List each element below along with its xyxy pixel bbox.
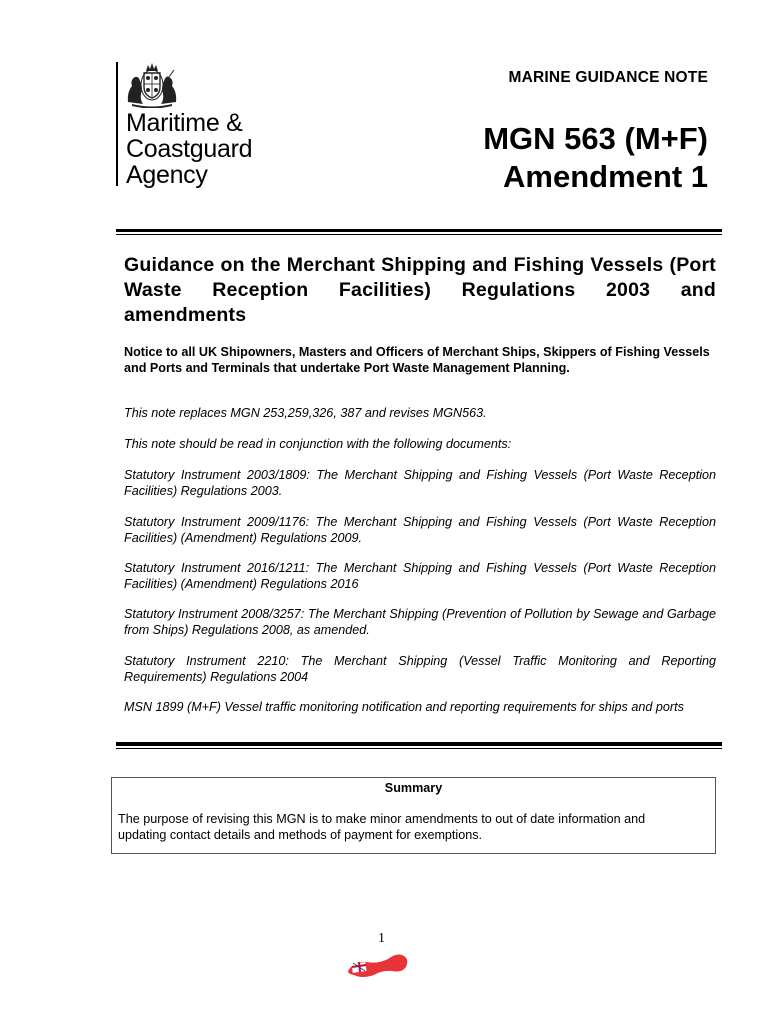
page-number: 1 [378,931,385,946]
replaces-note: This note replaces MGN 253,259,326, 387 and revises MGN563. [124,406,487,420]
related-document-item: Statutory Instrument 2210: The Merchant Shipping (Vessel Traffic Monitoring and Reporting Requirements) Regulations 2004 [124,654,716,684]
organisation-name [126,110,296,188]
related-document-item: MSN 1899 (M+F) Vessel traffic monitoring notification and reporting requirements for ships and ports [124,700,684,714]
coat-of-arms-icon [124,62,180,108]
logo-divider [116,62,118,186]
amendment-label: Amendment 1 [503,159,708,194]
document-type-label: MARINE GUIDANCE NOTE [508,69,708,86]
organisation-name-line: Maritime & [126,109,243,137]
header-divider [116,229,722,235]
mca-logo [116,62,286,192]
notice-recipients: Notice to all UK Shipowners, Masters and Officers of Merchant Ships, Skippers of Fishing Vessels and Ports and Terminals that undertake Port Waste Management Planning. [124,345,710,375]
body-divider [116,742,722,749]
organisation-name-line: Coastguard [126,135,253,163]
red-ensign-flag-icon [344,949,414,979]
document-number-title [483,120,708,196]
related-documents-intro: This note should be read in conjunction with the following documents: [124,437,512,451]
related-document-item: Statutory Instrument 2016/1211: The Merchant Shipping and Fishing Vessels (Port Waste Reception Facilities) (Amendment) Regulations 2016 [124,561,716,591]
related-document-item: Statutory Instrument 2003/1809: The Merchant Shipping and Fishing Vessels (Port Waste Reception Facilities) Regulations 2003. [124,468,716,498]
summary-box [111,777,716,854]
summary-heading: Summary [384,781,443,795]
related-document-item: Statutory Instrument 2009/1176: The Merchant Shipping and Fishing Vessels (Port Waste Reception Facilities) (Amendment) Regulations 2009. [124,515,716,545]
document-number: MGN 563 (M+F) [483,121,708,156]
guidance-title: Guidance on the Merchant Shipping and Fishing Vessels (Port Waste Reception Facilities) Regulations 2003 and amendments [124,254,716,326]
organisation-name-line: Agency [126,161,208,189]
summary-text: The purpose of revising this MGN is to make minor amendments to out of date information and updating contact details and methods of payment for exemptions. [118,812,646,842]
related-document-item: Statutory Instrument 2008/3257: The Merchant Shipping (Prevention of Pollution by Sewage and Garbage from Ships) Regulations 2008, as amended. [124,607,716,637]
